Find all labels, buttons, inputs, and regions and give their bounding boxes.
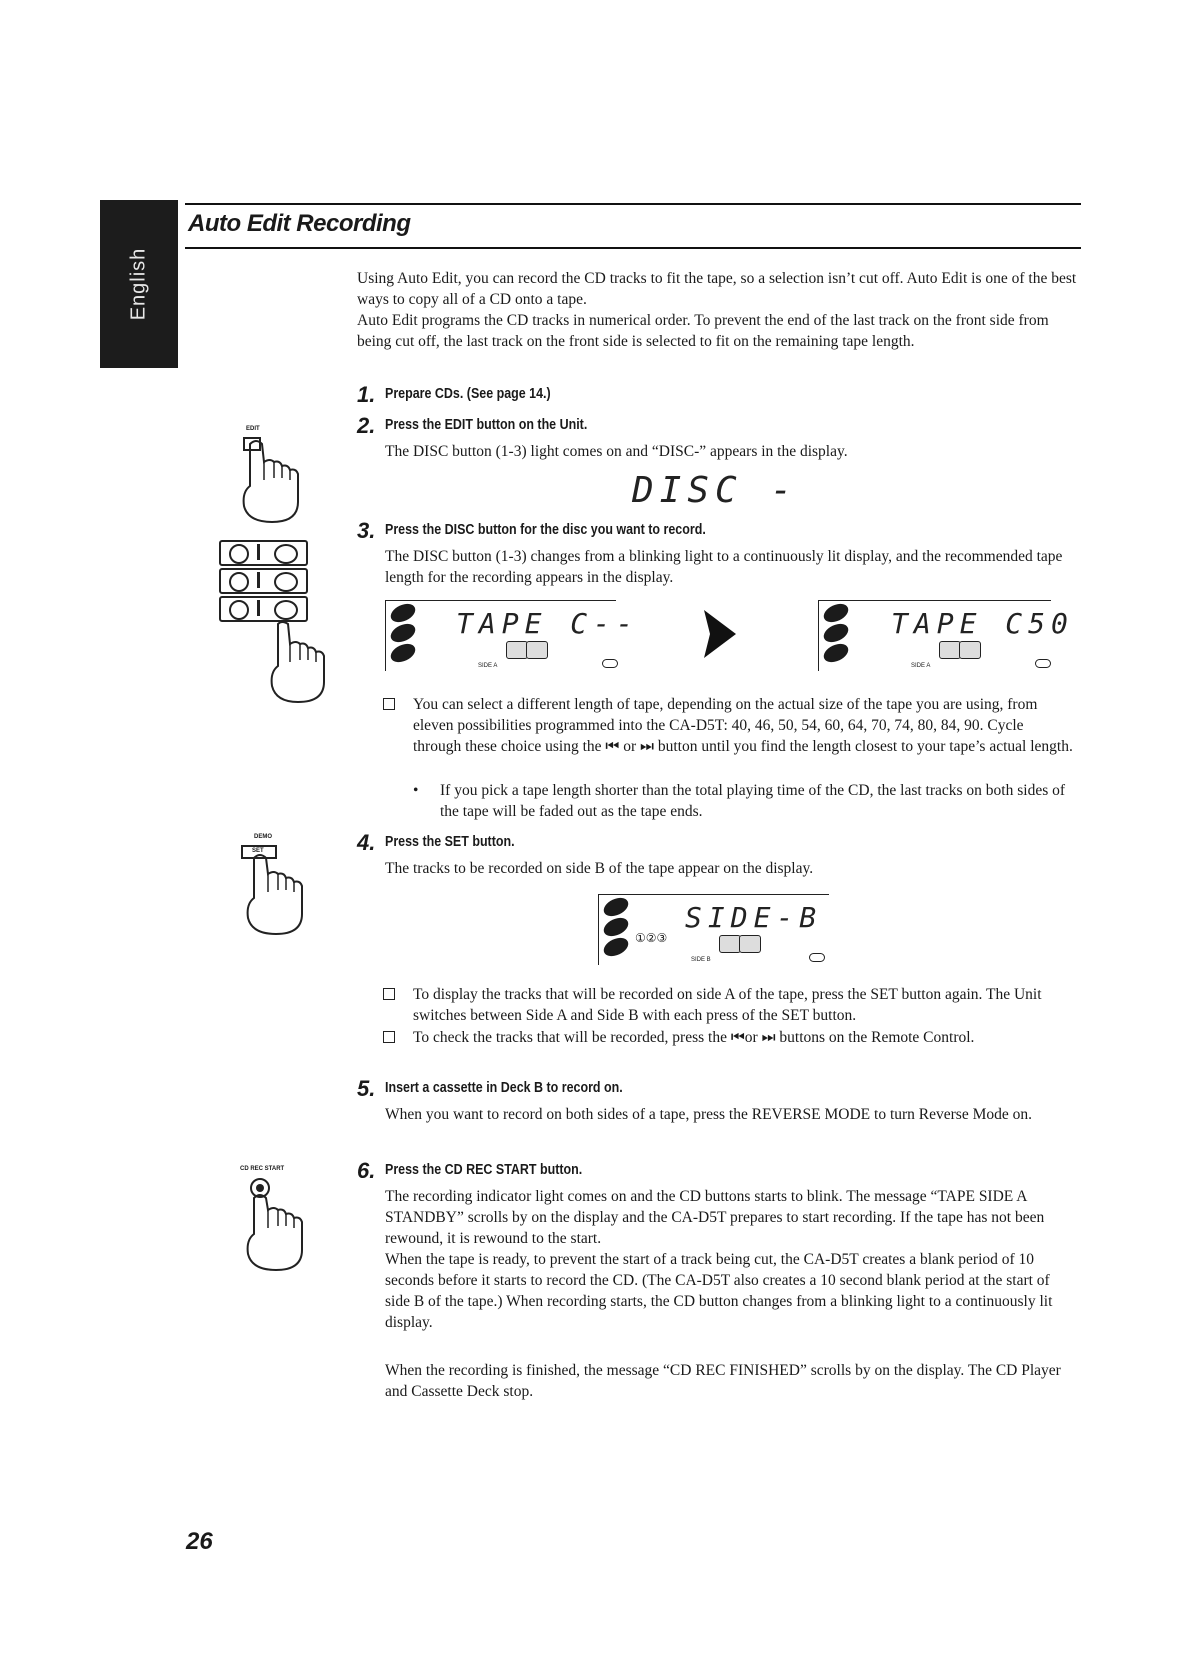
live-surround-icon (526, 641, 548, 659)
step-description (385, 1186, 1075, 1333)
intro-paragraph-2: Auto Edit programs the CD tracks in numerical order. To prevent the end of the last track on the front side from being cut off, the last track on the front side is selected to fit on the remaining tape length. (357, 312, 1049, 350)
hand-pressing-disc-icon (268, 622, 330, 704)
hand-pressing-edit-icon (236, 436, 314, 524)
hand-pressing-set-icon (238, 840, 316, 936)
tape-length-readout-before: TAPE C-- (456, 607, 639, 640)
reverse-mode-icon (809, 953, 825, 962)
title-top-rule (185, 203, 1081, 205)
side-label: SIDE A (478, 663, 498, 669)
checkbox-icon (383, 698, 395, 710)
cd-rec-start-label: CD REC START (240, 1166, 285, 1172)
step-number: 2. (357, 413, 376, 438)
step-6-paragraph-1: The recording indicator light comes on and the CD buttons starts to blink. The message “TAPE SIDE A STANDBY” scrolls by on the display and the CA-D5T prepares to start recording. If the tape has not been rewound, it is rewound to the start. (385, 1188, 1045, 1247)
step-description: The DISC button (1-3) light comes on and “DISC-” appears in the display. (385, 443, 848, 460)
demo-button-label: DEMO (254, 834, 272, 840)
reverse-mode-icon (602, 659, 618, 668)
hand-pressing-cd-rec-start-icon (238, 1176, 316, 1272)
step-6-paragraph-2: When the tape is ready, to prevent the start of a track being cut, the CA-D5T creates a blank period of 10 seconds before it starts to record the CD. (The CA-D5T also creates a 10 second blank period at the start of side B of the tape.) When recording starts, the CD button changes from a blinking light to a continuously lit display. (385, 1251, 1053, 1331)
disc-display-readout: DISC - (632, 470, 799, 511)
disc-button-2 (219, 568, 308, 594)
step-number: 6. (357, 1158, 376, 1183)
display-tape-after (818, 600, 1074, 671)
intro-paragraph-1: Using Auto Edit, you can record the CD tracks to fit the tape, so a selection isn’t cut off. Auto Edit is one of the best ways to copy all of a CD onto a tape. (357, 270, 1077, 308)
reverse-mode-icon (1035, 659, 1051, 668)
step-4-note-2 (383, 1027, 1073, 1048)
side-label: SIDE A (911, 663, 931, 669)
side-label: SIDE B (691, 957, 711, 963)
arrow-right-icon (698, 608, 738, 660)
sound-mode-icon (506, 641, 528, 659)
language-label: English (127, 247, 150, 321)
checkbox-icon (383, 988, 395, 1000)
step-5 (357, 1076, 1082, 1146)
note-text: You can select a different length of tape, depending on the actual size of the tape you are using, from eleven possibilities programmed into the CA-D5T: 40, 46, 50, 54, 60, 64, 70, 74, 80, 84, 90. Cycle through these choice using the ⏮ or ⏭ button until you find the length closest to your tape’s actual length. (413, 696, 1073, 755)
note-text: To check the tracks that will be recorded, press the ⏮or ⏭ buttons on the Remote Control. (413, 1029, 975, 1046)
step-description: The tracks to be recorded on side B of the tape appear on the display. (385, 860, 814, 877)
checkbox-icon (383, 1031, 395, 1043)
language-tab (100, 200, 178, 368)
step-number: 3. (357, 518, 376, 543)
cd-indicator-icons (390, 605, 416, 665)
edit-button-label: EDIT (246, 426, 260, 432)
step-heading: Press the SET button. (385, 834, 515, 850)
live-surround-icon (739, 935, 761, 953)
step-number: 5. (357, 1076, 376, 1101)
step-number: 4. (357, 830, 376, 855)
step-4 (357, 830, 1082, 890)
step-heading: Press the EDIT button on the Unit. (385, 417, 588, 433)
step-number: 1. (357, 382, 376, 407)
title-bottom-rule (185, 247, 1081, 249)
note-text: To display the tracks that will be recorded on side A of the tape, press the SET button again. The Unit switches between Side A and Side B with each press of the SET button. (413, 986, 1042, 1024)
cd-indicator-icons (603, 899, 629, 959)
display-side-b (598, 894, 829, 965)
closing-text: When the recording is finished, the message “CD REC FINISHED” scrolls by on the display. The CD Player and Cassette Deck stop. (385, 1362, 1061, 1400)
disc-button-3 (219, 540, 308, 566)
sound-mode-icon (719, 935, 741, 953)
section-title: Auto Edit Recording (188, 210, 411, 237)
intro-text (357, 268, 1082, 352)
display-tape-before (385, 600, 639, 671)
step-heading: Insert a cassette in Deck B to record on. (385, 1080, 623, 1096)
step-heading: Press the DISC button for the disc you want to record. (385, 522, 706, 538)
side-b-readout: SIDE-B (685, 901, 823, 934)
step-4-note-1 (383, 984, 1073, 1026)
set-button-label: SET (252, 848, 264, 854)
step-description: When you want to record on both sides of a tape, press the REVERSE MODE to turn Reverse Mode on. (385, 1106, 1032, 1123)
step-1 (357, 382, 1082, 412)
live-surround-icon (959, 641, 981, 659)
step-description: The DISC button (1-3) changes from a blinking light to a continuously lit display, and the recommended tape length for the recording appears in the display. (385, 548, 1063, 586)
step-heading: Press the CD REC START button. (385, 1162, 583, 1178)
bullet-icon: • (413, 782, 419, 799)
step-heading: Prepare CDs. (See page 14.) (385, 386, 551, 402)
step-6 (357, 1158, 1082, 1338)
step-3-bullet (413, 780, 1078, 822)
tape-length-readout-after: TAPE C50 (891, 607, 1074, 640)
sound-mode-icon (939, 641, 961, 659)
step-3 (357, 518, 1082, 588)
cd-indicator-icons (823, 605, 849, 665)
disc-button-1 (219, 596, 308, 622)
track-numbers-icon: ①②③ (635, 931, 668, 945)
step-3-note (383, 694, 1073, 757)
page-number: 26 (186, 1528, 213, 1555)
bullet-text: If you pick a tape length shorter than the total playing time of the CD, the last tracks on both sides of the tape will be faded out as the tape ends. (440, 782, 1066, 820)
